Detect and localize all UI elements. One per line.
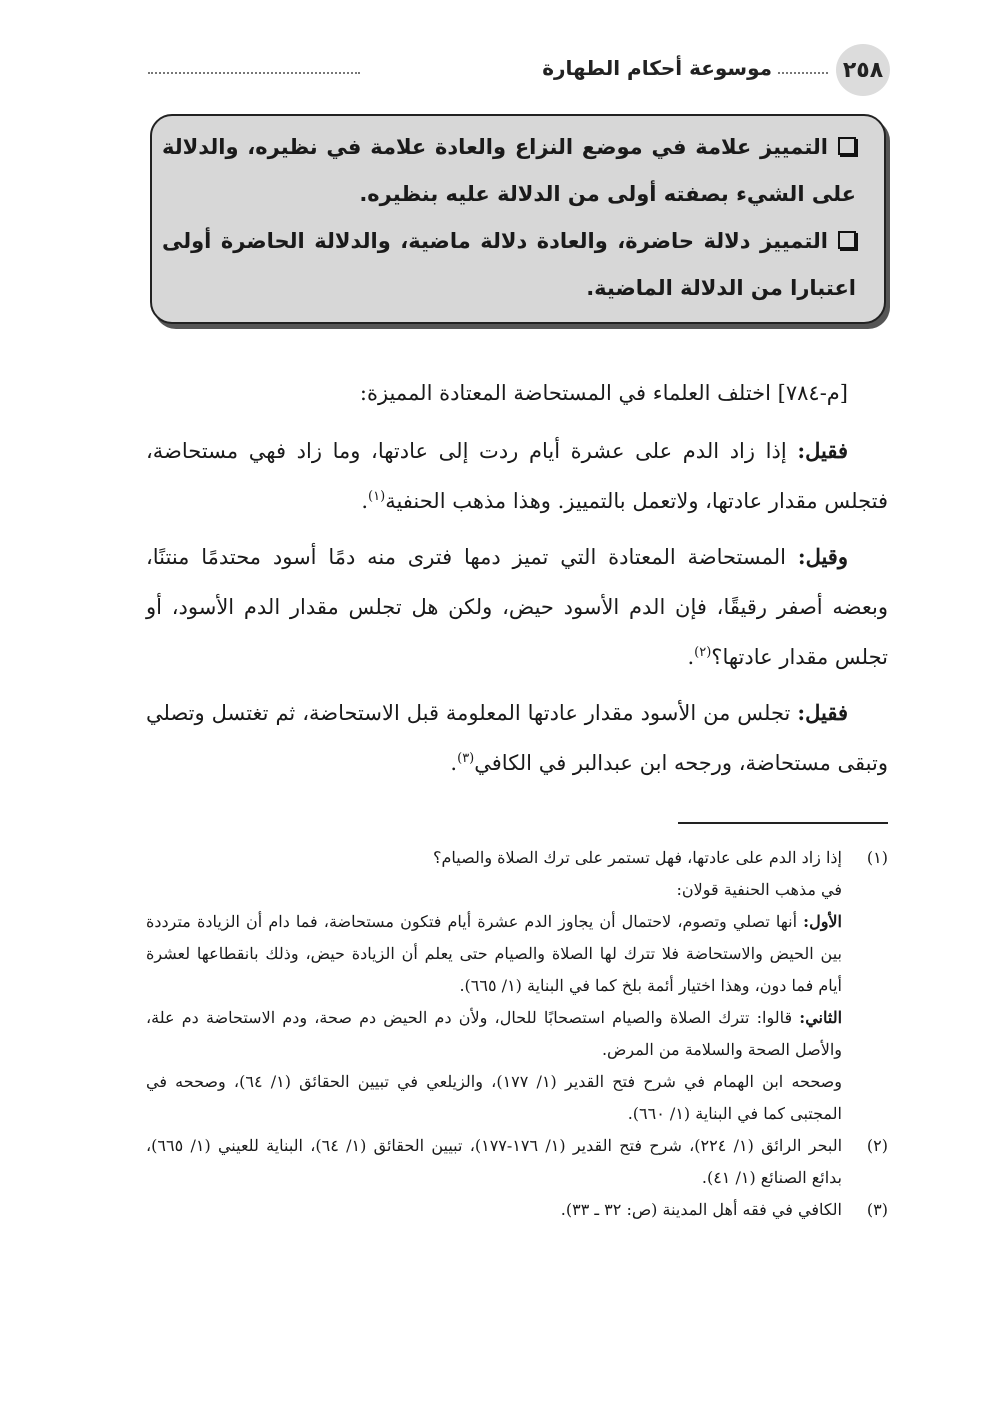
rule-text: التمييز دلالة حاضرة، والعادة دلالة ماضية، والدلالة الحاضرة أولى اعتبارا من الدلالة الماضية.: [162, 229, 856, 300]
footnote-line: إذا زاد الدم على عادتها، فهل تستمر على ترك الصلاة والصيام؟: [433, 848, 842, 867]
rule-item: [162, 218, 856, 312]
paragraph-text: إذا زاد الدم على عشرة أيام ردت إلى عادتها، وما زاد فهي مستحاضة، فتجلس مقدار عادتها، ولاتعمل بالتمييز. وهذا مذهب الحنفية: [146, 439, 888, 513]
footnote-ref[interactable]: (٣): [457, 751, 475, 766]
footnote-line: البحر الرائق (١/ ٢٢٤)، شرح فتح القدير (١/ ١٧٦-١٧٧)، تبيين الحقائق (١/ ٦٤)، البناية للعيني (١/ ٦٦٥)، بدائع الصنائع (١/ ٤١).: [146, 1136, 843, 1187]
body-paragraph: [146, 532, 888, 682]
body-paragraph: [146, 426, 888, 526]
paragraph-text: المستحاضة المعتادة التي تميز دمها فترى منه دمًا أسود محتدمًا منتنًا، وبعضه أصفر رقيقًا، فإن الدم الأسود حيض، ولكن هل تجلس مقدار الدم الأسود، أو تجلس مقدار عادتها؟: [146, 545, 888, 669]
page-header: [146, 44, 890, 96]
main-text: [146, 368, 888, 794]
paragraph-term: فقيل:: [797, 700, 848, 725]
intro-paragraph: [م-٧٨٤] اختلف العلماء في المستحاضة المعتادة المميزة:: [359, 381, 848, 405]
opinion-label: الثاني:: [799, 1008, 843, 1027]
footnotes: [146, 842, 888, 1226]
paragraph-text: تجلس من الأسود مقدار عادتها المعلومة قبل الاستحاضة، ثم تغتسل وتصلي وتبقى مستحاضة، ورجحه ابن عبدالبر في الكافي: [146, 701, 888, 775]
footnote-1: [146, 842, 888, 1130]
footnote-line: الكافي في فقه أهل المدينة (ص: ٣٢ ـ ٣٣).: [560, 1200, 842, 1219]
footnote-line: في مذهب الحنفية قولان:: [676, 880, 842, 899]
header-divider-left: [148, 72, 360, 74]
checkbox-bullet-icon: [838, 231, 856, 249]
paragraph-end: .: [450, 751, 458, 775]
footnote-number: (٢): [866, 1136, 888, 1155]
page-number: ٢٥٨: [836, 44, 890, 96]
body-paragraph: [146, 688, 888, 788]
running-title: موسوعة أحكام الطهارة: [542, 56, 772, 80]
footnote-number: (٣): [866, 1200, 888, 1219]
footnote-separator: [678, 822, 888, 824]
footnote-ref[interactable]: (١): [368, 489, 386, 504]
opinion-text: أنها تصلي وتصوم، لاحتمال أن يجاوز الدم عشرة أيام فتكون مستحاضة، فما دام أن الزيادة مترددة بين الحيض والاستحاضة فلا تترك لها الصلاة والصيام حتى يعلم أن الزيادة حيض، وذلك بانقطاعها لعشرة أيام فما دون، وهذا اختيار أئمة بلخ كما في البناية (١/ ٦٦٥).: [146, 912, 843, 995]
paragraph-term: وقيل:: [797, 544, 848, 569]
footnote-3: [146, 1194, 888, 1226]
opinion-label: الأول:: [803, 912, 842, 931]
paragraph-term: فقيل:: [797, 438, 848, 463]
paragraph-end: .: [361, 489, 369, 513]
paragraph-end: .: [687, 645, 695, 669]
rule-item: [162, 124, 856, 218]
footnote-2: [146, 1130, 888, 1194]
footnote-number: (١): [866, 848, 888, 867]
footnote-line: [146, 1002, 842, 1066]
footnote-line: [146, 906, 842, 1002]
checkbox-bullet-icon: [838, 137, 856, 155]
rule-box: [150, 114, 886, 324]
footnote-ref[interactable]: (٢): [694, 645, 712, 660]
rule-text: التمييز علامة في موضع النزاع والعادة علامة في نظيره، والدلالة على الشيء بصفته أولى من الدلالة عليه بنظيره.: [162, 135, 856, 206]
opinion-text: قالوا: تترك الصلاة والصيام استصحابًا للحال، ولأن دم الحيض دم صحة، ودم الاستحاضة دم علة، والأصل الصحة والسلامة من المرض.: [146, 1008, 842, 1059]
header-divider-right: [778, 72, 828, 74]
footnote-line: وصححه ابن الهمام في شرح فتح القدير (١/ ١٧٧)، والزيلعي في تبيين الحقائق (١/ ٦٤)، وصححه في المجتبى كما في البناية (١/ ٦٦٠).: [146, 1072, 842, 1123]
